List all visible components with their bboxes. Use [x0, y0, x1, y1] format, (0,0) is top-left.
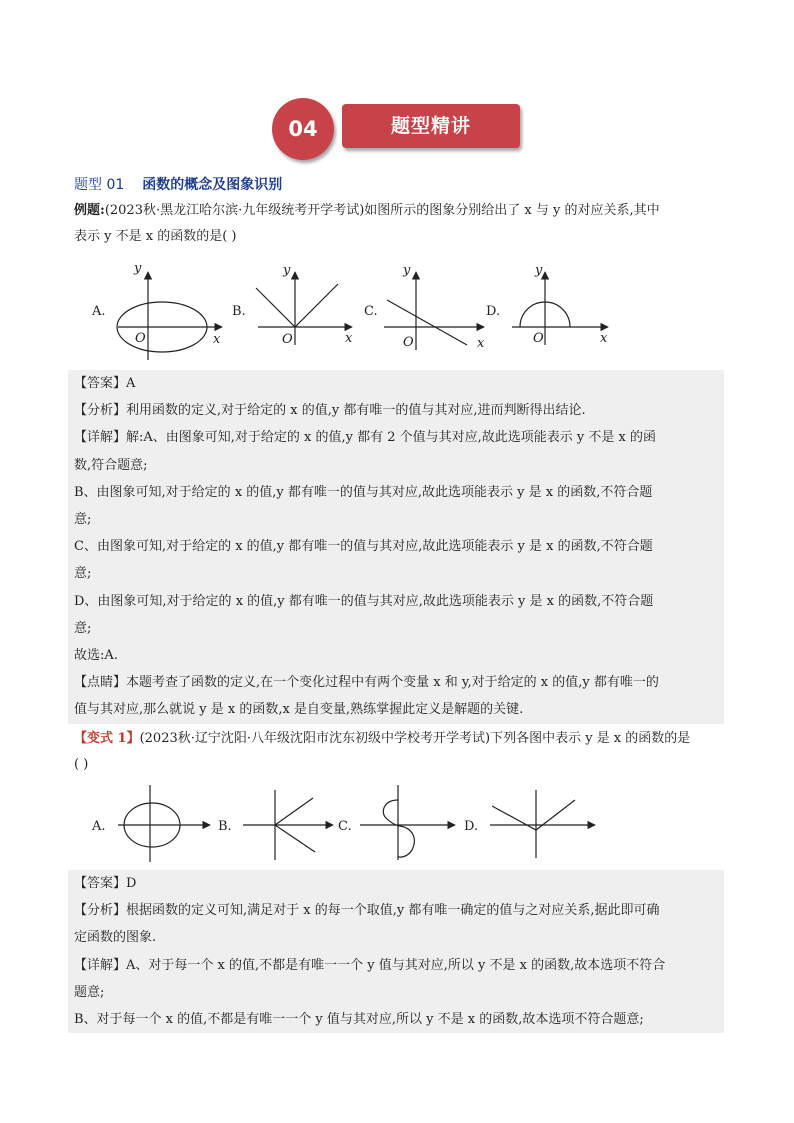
banner-number: 04: [272, 98, 334, 160]
answer-line: C、由图象可知,对于给定的 x 的值,y 都有唯一的值与其对应,故此选项能表示 y 是 x 的函数,不符合题: [74, 539, 653, 555]
axis-y-label: y: [283, 263, 291, 278]
option-a-label: A.: [92, 304, 106, 319]
variant-line-2: ( ): [74, 757, 89, 772]
section-name: 函数的概念及图象识别: [142, 177, 283, 193]
variant-graph-d: [490, 790, 595, 858]
answer-line: 意;: [74, 566, 92, 582]
example-line-2: 表示 y 不是 x 的函数的是( ): [74, 229, 237, 244]
answer-line: B、对于每一个 x 的值,不都是有唯一一个 y 值与其对应,所以 y 不是 x 的函数,故本选项不符合题意;: [74, 1012, 644, 1028]
answer-line: 值与其对应,那么就说 y 是 x 的函数,x 是自变量,熟练掌握此定义是解题的关键.: [74, 702, 524, 718]
example-line-1: (2023秋·黑龙江哈尔滨·九年级统考开学考试)如图所示的图象分别给出了 x 与 y 的对应关系,其中: [104, 203, 660, 218]
option-b-label: B.: [232, 304, 246, 319]
answer-line: 【分析】利用函数的定义,对于给定的 x 的值,y 都有唯一的值与其对应,进而判断得出结论.: [74, 403, 586, 419]
axis-y-label: y: [134, 261, 142, 276]
answer-line: 【答案】A: [74, 376, 136, 391]
answer-line: 【答案】D: [74, 876, 137, 891]
answer-line: 意;: [74, 620, 92, 636]
variant-line-1: (2023秋·辽宁沈阳·八年级沈阳市沈东初级中学校考开学考试)下列各图中表示 y 是 x 的函数的是: [139, 731, 691, 746]
variant-graph-c-curve: [383, 800, 414, 857]
option-c-label: C.: [364, 304, 378, 319]
axis-y-label: y: [535, 263, 543, 278]
answer-line: 【详解】A、对于每一个 x 的值,不都是有唯一一个 y 值与其对应,所以 y 不是 x 的函数,故本选项不符合: [74, 957, 666, 973]
option-d-label: D.: [486, 304, 501, 319]
axis-x-label: x: [477, 336, 485, 351]
answer-line: 题意;: [74, 984, 105, 1000]
variant-graph-a: [118, 785, 210, 862]
variant-label: 【变式 1】: [74, 731, 140, 746]
axis-y-label: y: [403, 263, 411, 278]
origin-label: O: [403, 335, 414, 350]
banner-title: 题型精讲: [342, 104, 520, 148]
answer-line: 【详解】解:A、由图象可知,对于给定的 x 的值,y 都有 2 个值与其对应,故此选项能表示 y 不是 x 的函: [74, 430, 656, 446]
origin-label: O: [135, 331, 146, 346]
axis-x-label: x: [213, 332, 221, 347]
answer-line: 【分析】根据函数的定义可知,满足对于 x 的每一个取值,y 都有唯一确定的值与之对应关系,据此即可确: [74, 903, 660, 919]
example-label: 例题:: [74, 203, 105, 218]
answer-line: 定函数的图象.: [74, 930, 157, 946]
answer-line: D、由图象可知,对于给定的 x 的值,y 都有唯一的值与其对应,故此选项能表示 y 是 x 的函数,不符合题: [74, 593, 654, 609]
section-number: 题型 01: [74, 177, 125, 193]
origin-label: O: [282, 332, 293, 347]
axis-x-label: x: [600, 331, 608, 346]
variant-option-b-label: B.: [218, 819, 232, 834]
variant-option-d-label: D.: [464, 819, 479, 834]
variant-graph-c: [360, 785, 455, 860]
answer-line: 【点睛】本题考查了函数的定义,在一个变化过程中有两个变量 x 和 y,对于给定的 x 的值,y 都有唯一的: [74, 675, 659, 691]
variant-option-c-label: C.: [338, 819, 352, 834]
answer-line: 数,符合题意;: [74, 457, 148, 473]
answer-line: B、由图象可知,对于给定的 x 的值,y 都有唯一的值与其对应,故此选项能表示 y 是 x 的函数,不符合题: [74, 484, 653, 500]
answer-line: 意;: [74, 512, 92, 528]
answer-line: 故选:A.: [74, 648, 118, 664]
variant-graph-b: [243, 790, 333, 860]
variant-option-a-label: A.: [92, 819, 106, 834]
answer-block-2: [68, 870, 724, 1033]
origin-label: O: [533, 331, 544, 346]
axis-x-label: x: [345, 331, 353, 346]
